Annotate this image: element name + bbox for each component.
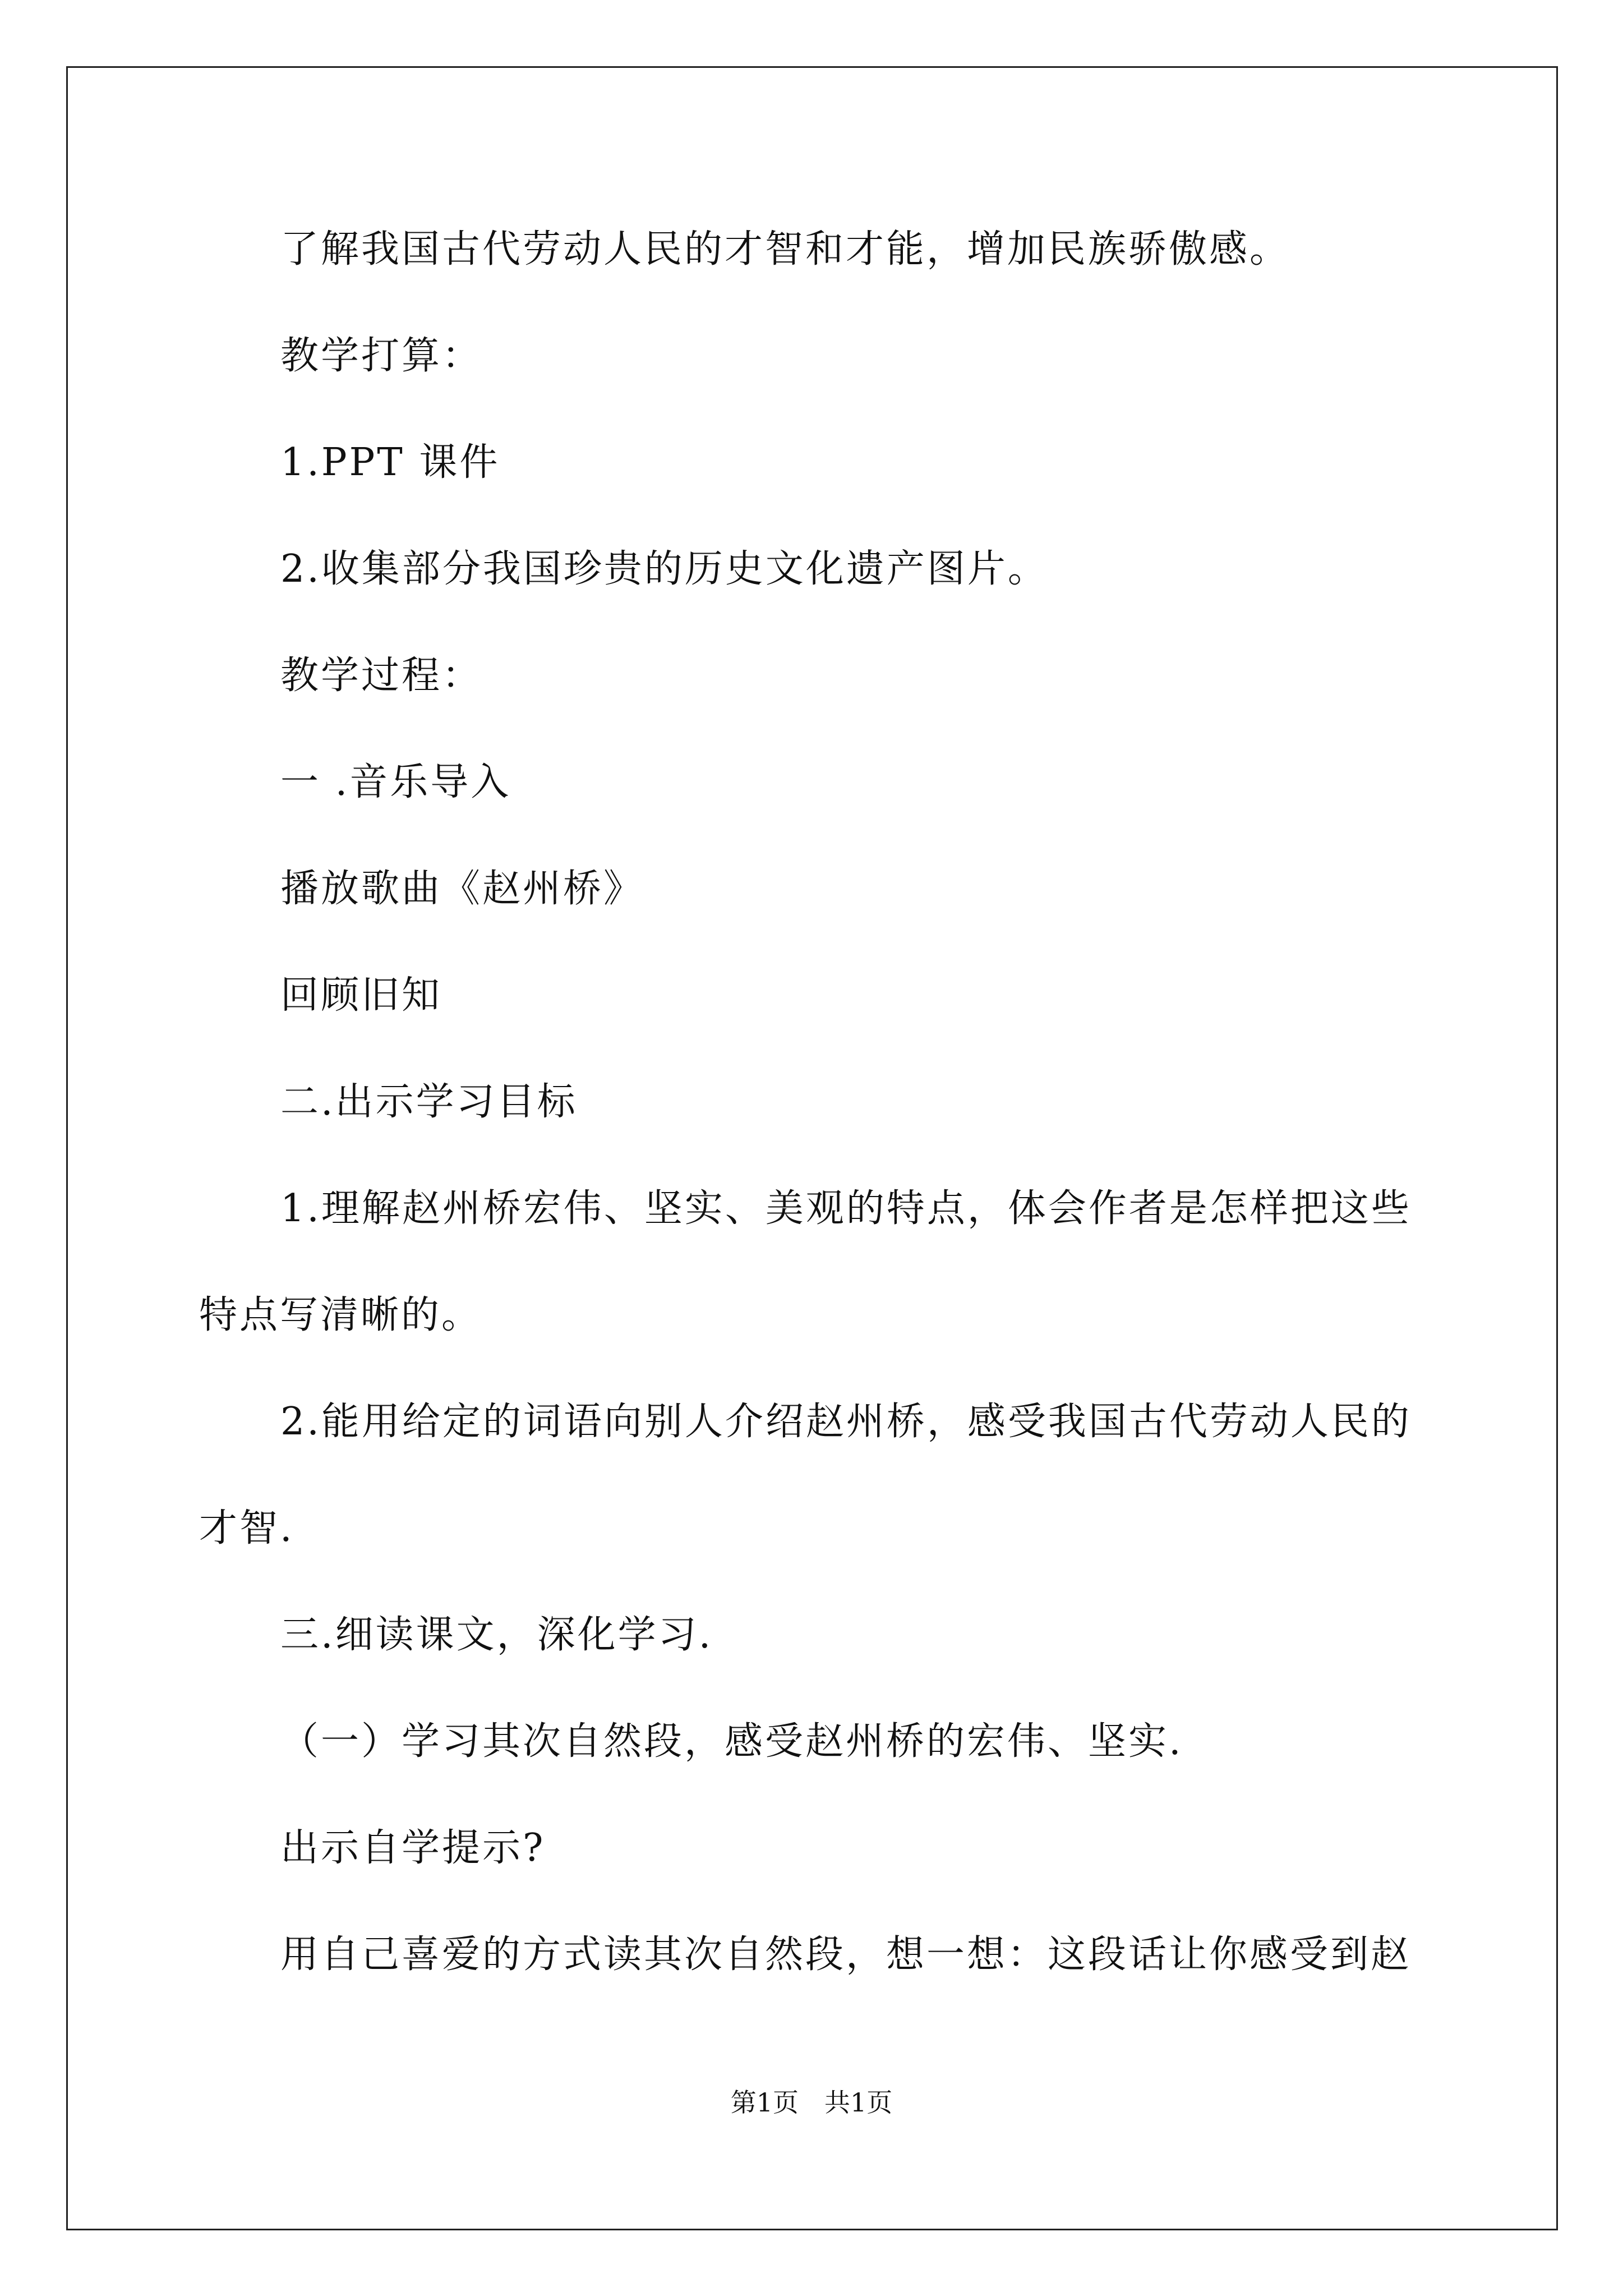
section-heading: 二.出示学习目标: [280, 1080, 578, 1124]
list-item-continuation: 特点写清晰的。: [199, 1293, 482, 1337]
page-border: [66, 66, 1558, 2230]
subsection-heading: （一）学习其次自然段，感受赵州桥的宏伟、坚实.: [280, 1719, 1183, 1764]
section-heading: 教学打算：: [280, 334, 483, 378]
paragraph-line: 了解我国古代劳动人民的才智和才能，增加民族骄傲感。: [280, 227, 1290, 272]
list-item: 1.理解赵州桥宏伟、坚实、美观的特点，体会作者是怎样把这些: [280, 1186, 1412, 1231]
list-item: 1.PPT 课件: [280, 440, 500, 485]
page-footer: 第1页 共1页: [730, 2087, 893, 2118]
paragraph-line: 用自己喜爱的方式读其次自然段，想一想：这段话让你感受到赵: [280, 1932, 1412, 1977]
paragraph-line: 播放歌曲《赵州桥》: [280, 867, 644, 911]
section-heading: 一 .音乐导入: [280, 760, 511, 804]
paragraph-line: 出示自学提示?: [280, 1826, 546, 1870]
list-item: 2.能用给定的词语向别人介绍赵州桥，感受我国古代劳动人民的: [280, 1400, 1412, 1444]
list-item-continuation: 才智.: [199, 1506, 294, 1550]
paragraph-line: 回顾旧知: [280, 973, 442, 1018]
list-item: 2.收集部分我国珍贵的历史文化遗产图片。: [280, 547, 1048, 591]
section-heading: 教学过程：: [280, 654, 483, 698]
section-heading: 三.细读课文，深化学习.: [280, 1613, 713, 1657]
